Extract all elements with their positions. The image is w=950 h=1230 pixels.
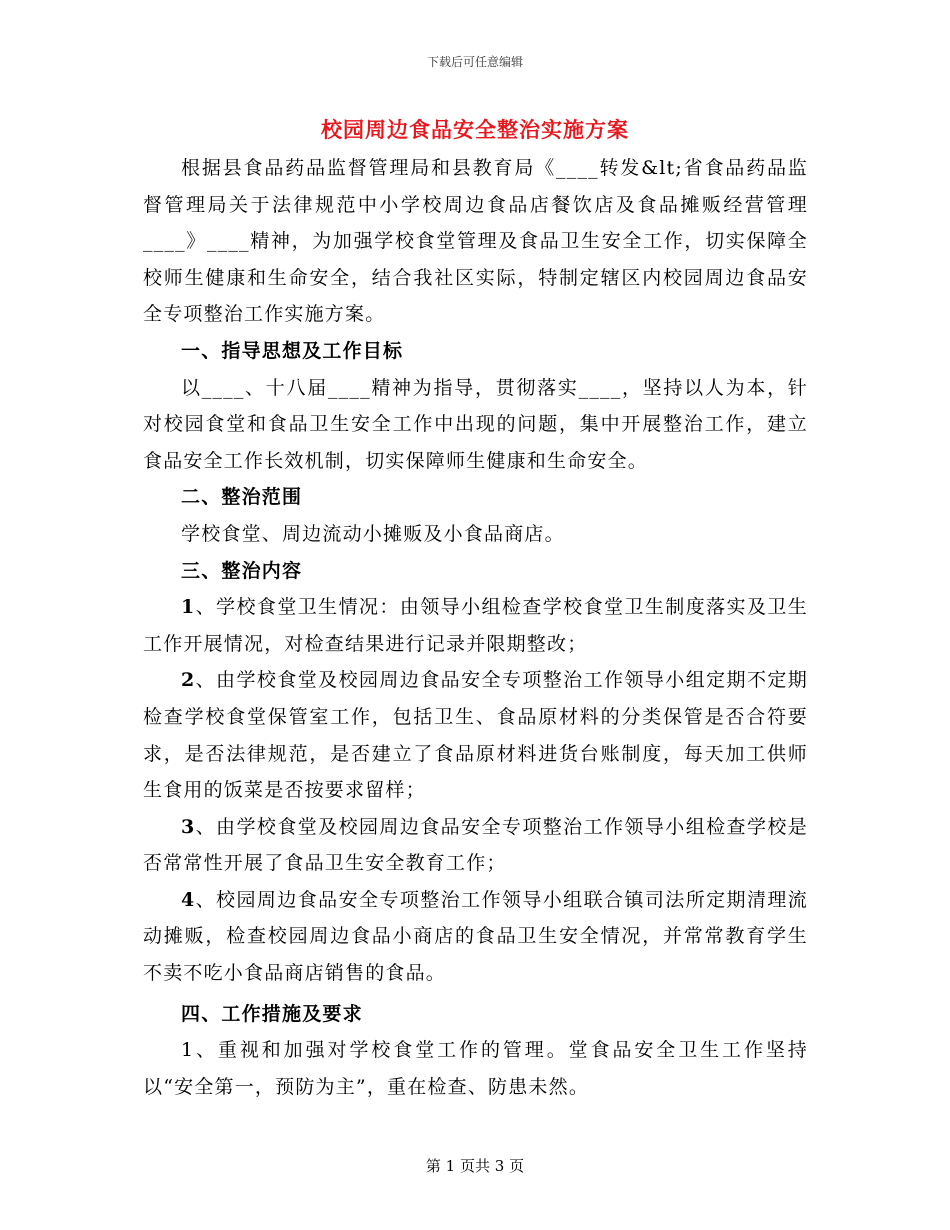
list-item xyxy=(143,882,808,992)
item-number: 1 xyxy=(181,596,196,619)
item-text: 、由学校食堂及校园周边食品安全专项整治工作领导小组检查学校是否常常性开展了食品卫生安全教育工作； xyxy=(143,815,808,875)
section-heading-2: 二、整治范围 xyxy=(181,486,303,509)
section-heading-1: 一、指导思想及工作目标 xyxy=(181,339,404,362)
item-text: 、学校食堂卫生情况：由领导小组检查学校食堂卫生制度落实及卫生工作开展情况，对检查结果进行记录并限期整改； xyxy=(143,596,808,655)
section-heading-3: 三、整治内容 xyxy=(181,559,303,582)
item-number: 1 xyxy=(181,1039,195,1062)
list-item xyxy=(143,809,808,882)
list-item xyxy=(143,589,808,662)
item-text: 、校园周边食品安全专项整治工作领导小组联合镇司法所定期清理流动摊贩，检查校园周边食品小商店的食品卫生安全情况，并常常教育学生不卖不吃小食品商店销售的食品。 xyxy=(143,888,808,985)
section-heading-4: 四、工作措施及要求 xyxy=(181,1002,363,1025)
item-number: 2 xyxy=(181,669,196,692)
page-footer: 第 1 页共 3 页 xyxy=(425,1157,525,1175)
list-item xyxy=(143,1032,808,1105)
item-text: 、由学校食堂及校园周边食品安全专项整治工作领导小组定期不定期检查学校食堂保管室工作，包括卫生、食品原材料的分类保管是否合符要求，是否法律规范，是否建立了食品原材料进货台账制度，每天加工供师生食用的饭菜是否按要求留样； xyxy=(143,669,808,802)
document-title: 校园周边食品安全整治实施方案 xyxy=(321,117,629,142)
page-header: 下载后可任意编辑 xyxy=(426,55,523,69)
section-1-text: 以____、十八届____精神为指导，贯彻落实____，坚持以人为本，针对校园食堂和食品卫生安全工作中出现的问题，集中开展整治工作，建立食品安全工作长效机制，切实保障师生健康和生命安全。 xyxy=(143,376,808,472)
item-number: 4 xyxy=(181,888,196,911)
item-number: 3 xyxy=(181,815,196,838)
section-2-text: 学校食堂、周边流动小摊贩及小食品商店。 xyxy=(181,522,565,545)
document-body xyxy=(143,150,808,1105)
item-text: 、重视和加强对学校食堂工作的管理。堂食品安全卫生工作坚持以“安全第一，预防为主”，重在检查、防患未然。 xyxy=(143,1039,808,1098)
intro-paragraph: 根据县食品药品监督管理局和县教育局《____转发&lt;省食品药品监督管理局关于法律规范中小学校周边食品店餐饮店及食品摊贩经营管理____》____精神，为加强学校食堂管理及食品卫生安全工作，切实保障全校师生健康和生命安全，结合我社区实际，特制定辖区内校园周边食品安全专项整治工作实施方案。 xyxy=(143,157,808,326)
list-item xyxy=(143,662,808,808)
